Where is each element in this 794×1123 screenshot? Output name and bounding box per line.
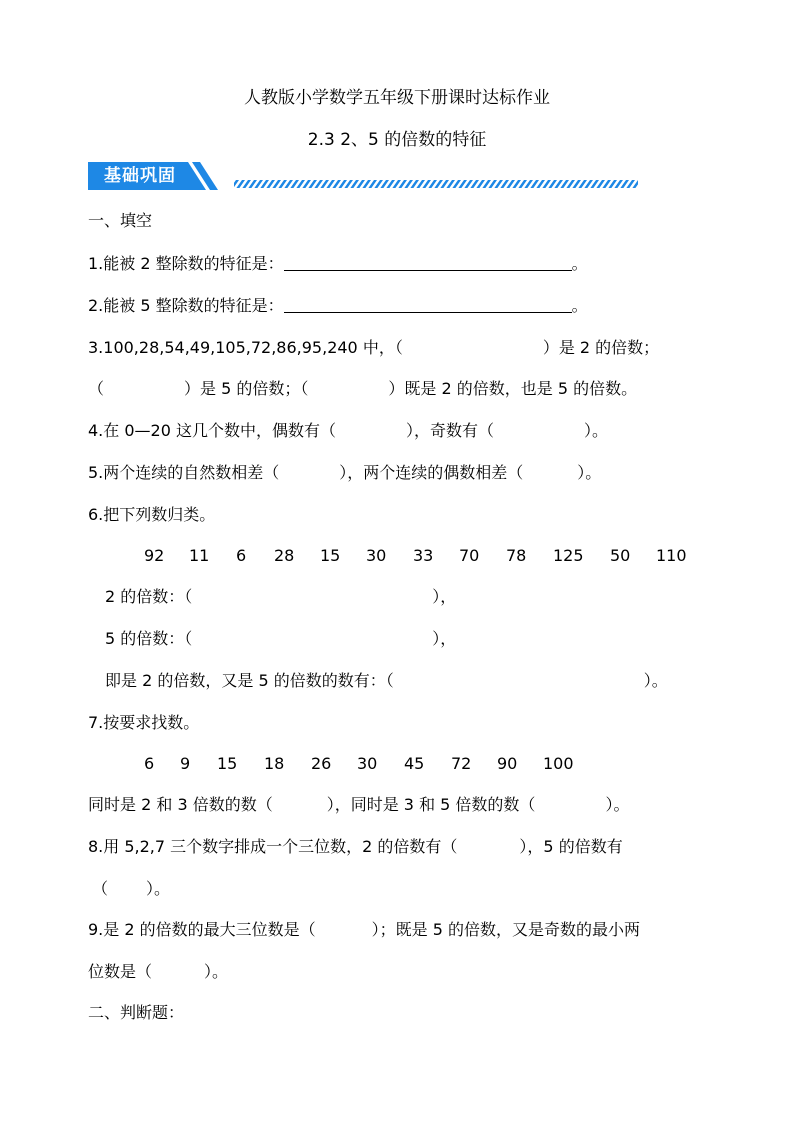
page-title: 人教版小学数学五年级下册课时达标作业: [244, 88, 550, 108]
number-item: 30: [357, 754, 378, 773]
number-item: 6: [144, 754, 155, 773]
question-2: 2.能被 5 整除数的特征是： 。: [88, 296, 588, 315]
number-item: 45: [404, 754, 425, 773]
answer-blank[interactable]: [284, 296, 572, 313]
question-4: 4.在 0—20 这几个数中，偶数有（ ），奇数有（ ）。: [88, 421, 609, 440]
number-item: 72: [451, 754, 472, 773]
number-item: 90: [497, 754, 518, 773]
number-item: 15: [217, 754, 238, 773]
number-item: 125: [553, 546, 584, 565]
section-heading-judge: 二、判断题：: [88, 1003, 185, 1022]
number-item: 70: [459, 546, 480, 565]
number-item: 110: [656, 546, 687, 565]
answer-blank[interactable]: [284, 254, 572, 271]
section-heading-fill: 一、填空: [88, 211, 153, 230]
number-item: 30: [366, 546, 387, 565]
number-item: 50: [610, 546, 631, 565]
number-item: 6: [236, 546, 247, 565]
question-6: 6.把下列数归类。: [88, 505, 216, 524]
question-3-line1: 3.100,28,54,49,105,72,86,95,240 中，（ ）是 2 的倍数；: [88, 338, 660, 357]
question-6-row1: 2 的倍数：（ ），: [105, 587, 457, 606]
question-6-row3: 即是 2 的倍数，又是 5 的倍数的数有：（ ）。: [105, 671, 668, 690]
number-item: 11: [189, 546, 210, 565]
question-9-line1: 9.是 2 的倍数的最大三位数是（ ）；既是 5 的倍数，又是奇数的最小两: [88, 920, 640, 939]
question-5: 5.两个连续的自然数相差（ ），两个连续的偶数相差（ ）。: [88, 463, 602, 482]
question-7: 7.按要求找数。: [88, 713, 200, 732]
question-9-line2: 位数是（ ）。: [88, 962, 229, 981]
number-item: 18: [264, 754, 285, 773]
number-item: 15: [320, 546, 341, 565]
question-8-line2: （ ）。: [92, 879, 171, 898]
question-7-answer: 同时是 2 和 3 倍数的数（ ），同时是 3 和 5 倍数的数（ ）。: [88, 795, 630, 814]
question-8-line1: 8.用 5,2,7 三个数字排成一个三位数，2 的倍数有（ ），5 的倍数有: [88, 837, 623, 856]
number-item: 33: [413, 546, 434, 565]
banner-label: 基础巩固: [104, 166, 176, 186]
number-item: 92: [144, 546, 165, 565]
number-item: 26: [311, 754, 332, 773]
question-1: 1.能被 2 整除数的特征是： 。: [88, 254, 588, 273]
number-item: 78: [506, 546, 527, 565]
question-3-line2: （ ）是 5 的倍数；（ ）既是 2 的倍数，也是 5 的倍数。: [88, 379, 638, 398]
number-list-7: [0, 753, 794, 775]
page-subtitle: 2.3 2、5 的倍数的特征: [307, 130, 487, 150]
question-6-row2: 5 的倍数：（ ），: [105, 629, 457, 648]
number-item: 100: [543, 754, 574, 773]
number-item: 9: [180, 754, 191, 773]
number-list-6: [0, 545, 794, 567]
number-item: 28: [274, 546, 295, 565]
